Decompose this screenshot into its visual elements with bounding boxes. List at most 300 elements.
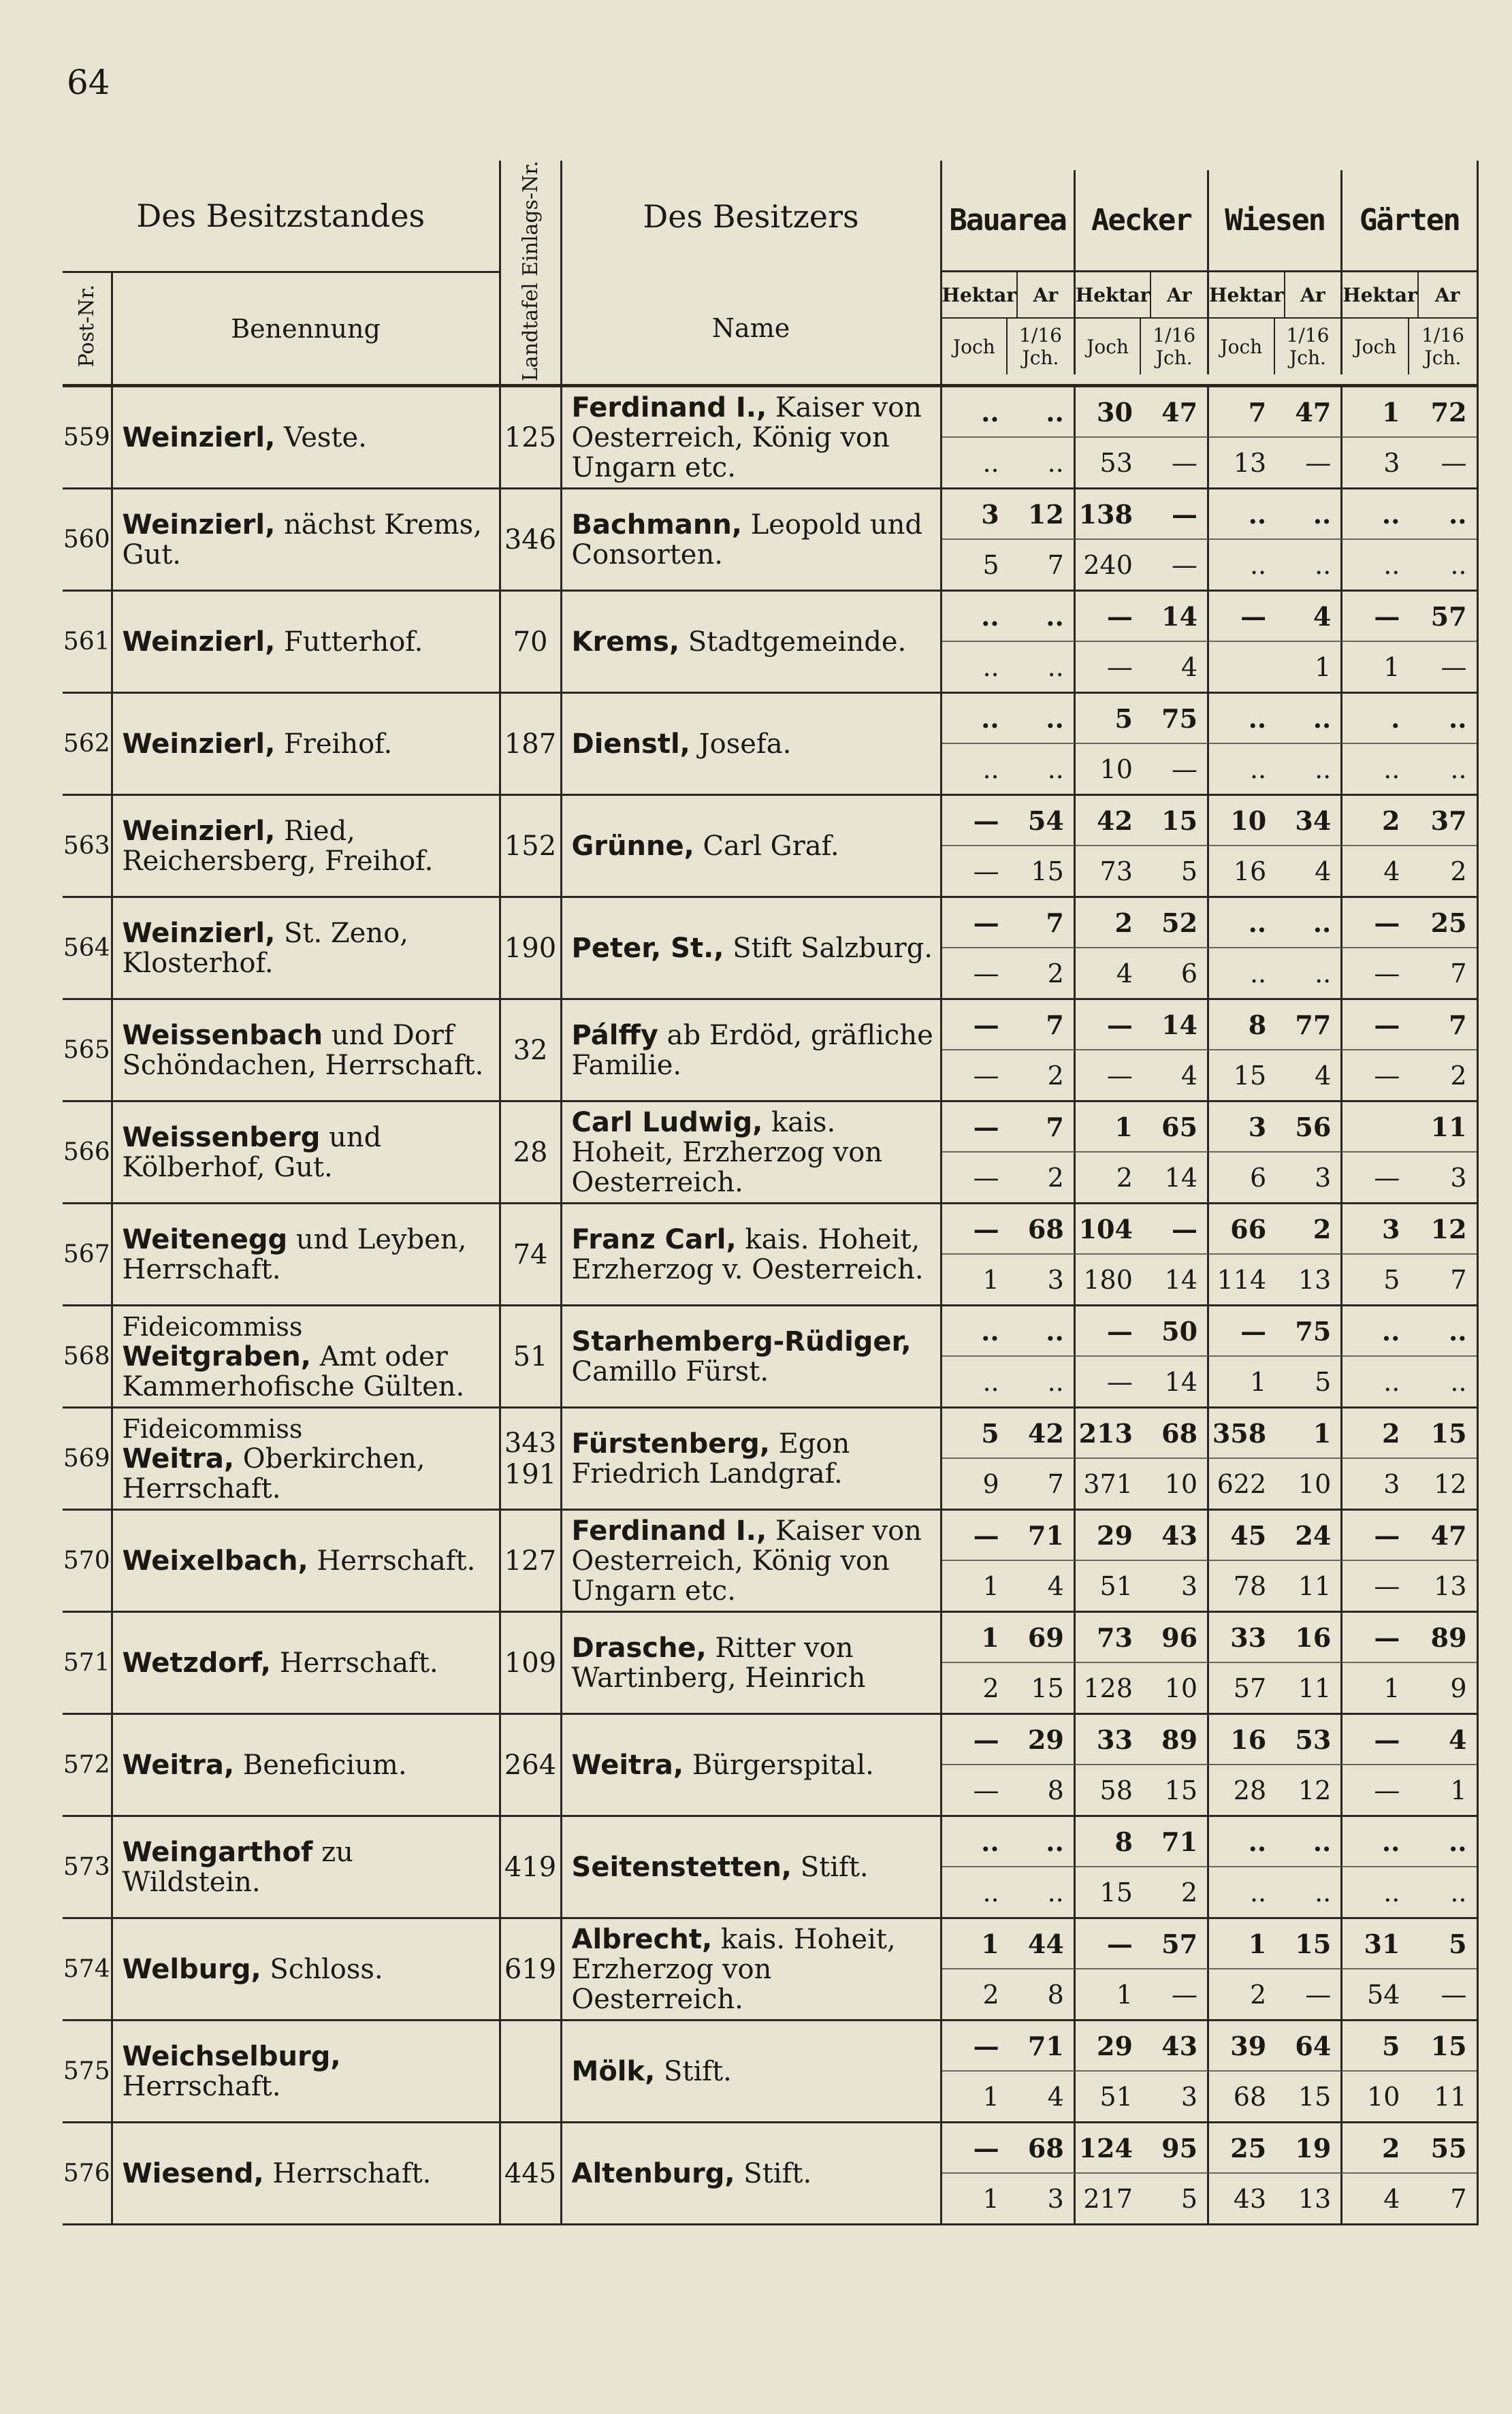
name-bold: Weinzierl, [122,815,276,847]
value-joch: 13 [1276,1255,1342,1304]
owner-rest: Carl Graf. [703,830,839,862]
benennung-cell [112,2123,500,2225]
value-joch: 54 [1367,1980,1400,2010]
value-joch: 4 [1142,642,1209,692]
value-hektar-ar: — [1342,1715,1409,1765]
value-joch: 4 [1276,1050,1342,1100]
name-bold: Weinzierl, [122,626,276,658]
besitzer-cell [561,897,941,999]
value-hektar-ar: .. [1209,1817,1276,1867]
value-hektar-ar: 16 [1276,1613,1342,1663]
value-hektar-ar: 33 [1076,1715,1142,1765]
value-hektar-ar: 95 [1142,2123,1209,2174]
value-joch: .. [982,652,999,683]
value-hektar-ar: 1 [1276,1409,1342,1459]
owner-bold: Weitra, [571,1749,684,1781]
name-rest: Futterhof. [283,626,423,658]
name-header: Name [561,272,941,386]
value-joch: .. [1450,1367,1467,1398]
besitzer-cell [561,386,941,489]
area-values [941,999,1477,1101]
value-hektar-ar: .. [942,387,1009,438]
value-joch: 58 [1099,1775,1133,1806]
post-nr: 562 [63,693,112,795]
value-joch: 2 [1116,1163,1133,1193]
value-joch: — [1374,1061,1400,1091]
value-joch: 68 [1233,2082,1267,2112]
value-joch: 53 [1099,448,1133,479]
name-bold: Weinzierl, [122,728,276,760]
value-joch: 5 [1383,1265,1400,1295]
table-row [63,1204,1477,1306]
table-row [63,1101,1477,1204]
owner-bold: Altenburg, [571,2157,735,2189]
besitzer-cell [561,489,941,591]
value-hektar-ar: 77 [1276,1000,1342,1050]
benennung-cell [112,1816,500,1918]
name-rest: Herrschaft. [272,2157,432,2189]
value-joch: .. [1450,754,1467,785]
value-hektar-ar: 15 [1276,1919,1342,1969]
value-hektar-ar: 65 [1142,1102,1209,1153]
value-joch: 3 [1383,448,1400,479]
besitzer-cell [561,1510,941,1612]
value-joch: .. [1383,550,1400,581]
value-hektar-ar: 68 [1009,1204,1076,1255]
value-joch: 15 [1276,2072,1342,2121]
table-row [63,1306,1477,1408]
value-joch: — [1374,959,1400,989]
value-joch: 5 [1276,1357,1342,1406]
benennung-cell [112,693,500,795]
name-rest: Ried, Reichersberg, Freihof. [122,815,434,877]
value-joch: 1 [1383,652,1400,683]
besitzer-cell [561,693,941,795]
value-hektar-ar: 54 [1009,796,1076,846]
value-joch: — [973,1163,999,1193]
value-joch: 7 [1450,1265,1467,1295]
value-hektar-ar: 47 [1142,387,1209,438]
value-hektar-ar: 5 [942,1409,1009,1459]
table-row [63,1612,1477,1714]
name-rest: und Kölberhof, Gut. [122,1121,382,1183]
owner-bold: Grünne, [571,830,694,862]
name-bold: Weixelbach, [122,1545,308,1577]
benennung-cell [112,591,500,693]
value-joch: 1 [982,1265,999,1295]
value-joch: — [1142,438,1209,487]
landtafel-nr: 109 [500,1612,561,1714]
name-prefix: Fideicommiss [122,1413,303,1444]
value-joch: 1 [1450,1775,1467,1806]
benennung-cell [112,386,500,489]
value-joch: .. [1383,1878,1400,1908]
table-row [63,1918,1477,2021]
post-nr: 573 [63,1816,112,1918]
name-rest: und Leyben, Herrschaft. [122,1223,467,1285]
value-hektar-ar: 104 [1076,1204,1142,1255]
value-hektar-ar: 14 [1142,1000,1209,1050]
value-joch: 14 [1142,1153,1209,1202]
value-hektar-ar: .. [1009,694,1076,744]
owner-rest: Stift. [664,2055,732,2087]
owner-bold: Franz Carl, [571,1223,737,1255]
landtafel-nr: 264 [500,1714,561,1816]
besitzer-cell [561,1204,941,1306]
besitzer-cell [561,1408,941,1510]
bauarea-header: Bauarea [942,170,1074,272]
value-hektar-ar: 50 [1142,1306,1209,1357]
value-hektar-ar: — [1209,1306,1276,1357]
value-hektar-ar: 39 [1209,2021,1276,2072]
name-bold: Weitra, [122,1443,235,1475]
value-hektar-ar: .. [1276,489,1342,540]
value-joch: .. [1450,1878,1467,1908]
area-values [941,1204,1477,1306]
page-number: 64 [67,63,110,102]
owner-bold: Pálffy [571,1019,658,1051]
value-hektar-ar: 213 [1076,1409,1142,1459]
area-values [941,1816,1477,1918]
area-values [941,1612,1477,1714]
value-hektar-ar: 19 [1276,2123,1342,2174]
owner-rest: Camillo Fürst. [571,1355,769,1387]
value-joch: — [1142,1969,1209,2019]
besitzer-cell [561,591,941,693]
besitzer-header: Des Besitzers [561,161,941,272]
value-joch: 12 [1276,1765,1342,1815]
value-hektar-ar: — [942,796,1009,846]
value-joch: .. [1383,1367,1400,1398]
area-values [941,1714,1477,1816]
value-hektar-ar: 1 [1342,387,1409,438]
value-hektar-ar: 1 [942,1613,1009,1663]
owner-rest: Stift. [743,2157,812,2189]
value-joch: 240 [1083,550,1133,581]
besitzer-cell [561,1714,941,1816]
value-hektar-ar: — [1342,1511,1409,1561]
name-rest: Veste. [283,421,367,453]
area-values [941,1510,1477,1612]
post-nr: 571 [63,1612,112,1714]
value-joch: 371 [1083,1469,1133,1500]
post-nr: 567 [63,1204,112,1306]
value-hektar-ar: 69 [1009,1613,1076,1663]
value-joch: 2 [1009,1153,1076,1202]
value-hektar-ar: — [942,1715,1009,1765]
value-joch: 7 [1450,2184,1467,2215]
owner-rest: Stadtgemeinde. [688,626,907,658]
value-hektar-ar: 358 [1209,1409,1276,1459]
value-joch: 114 [1217,1265,1267,1295]
name-rest: Herrschaft. [279,1647,438,1679]
owner-bold: Ferdinand I., [571,391,767,423]
name-rest: zu Wildstein. [122,1836,353,1898]
owner-bold: Seitenstetten, [571,1851,792,1883]
value-hektar-ar: — [1209,592,1276,642]
name-prefix: Fideicommiss [122,1311,303,1342]
besitzstand-header: Des Besitzstandes [63,161,500,272]
value-hektar-ar: .. [1009,592,1076,642]
post-nr: 561 [63,591,112,693]
table-row [63,489,1477,591]
value-joch: 78 [1233,1571,1267,1602]
area-values [941,386,1477,489]
table-row [63,1510,1477,1612]
owner-bold: Carl Ludwig, [571,1106,763,1138]
value-joch: 9 [1450,1673,1467,1704]
post-nr: 572 [63,1714,112,1816]
area-values [941,1101,1477,1204]
landtafel-header: Landtafel Einlags-Nr. [500,161,561,386]
value-hektar-ar: 1 [1076,1102,1142,1153]
value-joch: — [1142,540,1209,590]
value-joch: 2 [982,1673,999,1704]
value-joch: .. [1249,754,1267,785]
name-bold: Weitenegg [122,1223,288,1255]
value-hektar-ar: 34 [1276,796,1342,846]
value-hektar-ar: 47 [1276,387,1342,438]
value-hektar-ar: 42 [1076,796,1142,846]
name-bold: Weinzierl, [122,509,276,541]
value-joch: 11 [1434,2082,1467,2112]
value-hektar-ar: 7 [1209,387,1276,438]
area-values [941,2123,1477,2225]
value-joch: .. [1009,642,1076,692]
value-hektar-ar: 7 [1409,1000,1476,1050]
value-joch: 4 [1116,959,1133,989]
value-joch: 180 [1083,1265,1133,1295]
value-hektar-ar: — [942,1204,1009,1255]
value-joch: 2 [982,1980,999,2010]
table-row [63,591,1477,693]
value-joch: .. [1276,1867,1342,1917]
value-joch: — [1106,1367,1133,1398]
name-rest: und Dorf Schöndachen, Herrschaft. [122,1019,484,1081]
value-hektar-ar: 2 [1342,2123,1409,2174]
value-hektar-ar: 42 [1009,1409,1076,1459]
value-hektar-ar: 2 [1342,796,1409,846]
value-joch: 10 [1367,2082,1400,2112]
landtafel-nr: 346 [500,489,561,591]
landtafel-nr: 70 [500,591,561,693]
landtafel-nr: 125 [500,386,561,489]
value-joch: 7 [1009,1459,1076,1509]
landtafel-nr: 445 [500,2123,561,2225]
value-hektar-ar: — [1342,898,1409,948]
owner-rest: kais. Hoheit, Erzherzog von Oesterreich. [571,1106,883,1198]
value-joch: 15 [1233,1061,1267,1091]
value-joch: 622 [1217,1469,1267,1500]
value-hektar-ar: — [942,1511,1009,1561]
value-joch: 73 [1099,856,1133,887]
value-joch: 1 [1276,642,1342,692]
besitzer-cell [561,1306,941,1408]
value-hektar-ar: 5 [1409,1919,1476,1969]
name-rest: Schloss. [270,1953,383,1985]
value-hektar-ar: 2 [1276,1204,1342,1255]
post-nr: 565 [63,999,112,1101]
value-joch: 4 [1383,856,1400,887]
name-bold: Weichselburg, [122,2040,341,2072]
value-joch: 2 [1009,948,1076,998]
value-hektar-ar: 73 [1076,1613,1142,1663]
table-row [63,795,1477,897]
post-nr: 563 [63,795,112,897]
value-joch: 57 [1233,1673,1267,1704]
value-joch: .. [1276,540,1342,590]
value-joch: 3 [1142,1561,1209,1611]
benennung-cell [112,1714,500,1816]
value-joch: .. [1450,550,1467,581]
benennung-cell [112,1204,500,1306]
value-joch: 5 [982,550,999,581]
value-hektar-ar: 43 [1142,2021,1209,2072]
owner-rest: Egon Friedrich Landgraf. [571,1428,850,1490]
value-hektar-ar: 64 [1276,2021,1342,2072]
area-header: Bauarea Hektar Ar Joch 1/16 Jch. Aecker Hektar Ar Joch 1/16 Jch. Wiesen Hektar Ar Joch 1/16 Jch. Gärten Hektar Ar Joch 1/16 Jch. [941,161,1477,386]
post-nr: 570 [63,1510,112,1612]
value-hektar-ar: 1 [942,1919,1009,1969]
value-hektar-ar: 7 [1009,898,1076,948]
benennung-cell [112,1510,500,1612]
value-joch: 5 [1142,846,1209,896]
benennung-cell [112,795,500,897]
value-joch: 11 [1276,1663,1342,1713]
besitzer-cell [561,1918,941,2021]
value-joch: 7 [1009,540,1076,590]
value-joch: 3 [1450,1163,1467,1193]
value-joch: .. [982,1367,999,1398]
owner-rest: Kaiser von Oesterreich, König von Ungarn etc. [571,391,922,483]
value-joch: 4 [1009,2072,1076,2121]
value-joch: 16 [1233,856,1267,887]
value-hektar-ar: .. [1276,1817,1342,1867]
post-nr: 560 [63,489,112,591]
table-row [63,693,1477,795]
value-hektar-ar: 1 [1209,1919,1276,1969]
value-joch: 4 [1142,1050,1209,1100]
besitzer-cell [561,1816,941,1918]
value-hektar-ar: — [1342,1613,1409,1663]
value-joch: .. [982,754,999,785]
value-joch: 8 [1009,1765,1076,1815]
owner-bold: Drasche, [571,1632,707,1664]
value-joch: 4 [1009,1561,1076,1611]
value-hektar-ar: 33 [1209,1613,1276,1663]
value-joch: — [973,959,999,989]
owner-bold: Fürstenberg, [571,1428,770,1460]
land-register-table [63,161,1477,2247]
owner-bold: Peter, St., [571,932,724,964]
value-hektar-ar: 37 [1409,796,1476,846]
besitzer-cell [561,999,941,1101]
value-joch: — [973,1775,999,1806]
value-joch: 51 [1099,2082,1133,2112]
value-hektar-ar: 47 [1409,1511,1476,1561]
owner-bold: Dienstl, [571,728,690,760]
value-hektar-ar: 71 [1009,2021,1076,2072]
name-bold: Welburg, [122,1953,261,1985]
value-hektar-ar: 3 [942,489,1009,540]
value-joch: .. [1009,1867,1076,1917]
value-joch [1209,642,1276,692]
besitzer-cell [561,2021,941,2123]
value-hektar-ar: — [942,2123,1009,2174]
value-joch: 1 [982,2184,999,2215]
owner-bold: Mölk, [571,2055,656,2087]
value-joch: 10 [1099,754,1133,785]
owner-rest: Stift Salzburg. [733,932,933,964]
benennung-cell [112,1101,500,1204]
table-row [63,2123,1477,2225]
area-values [941,693,1477,795]
value-hektar-ar: 3 [1342,1204,1409,1255]
value-hektar-ar: — [1076,1000,1142,1050]
value-hektar-ar: 10 [1209,796,1276,846]
besitzer-cell [561,1101,941,1204]
value-hektar-ar: 29 [1076,2021,1142,2072]
benennung-cell [112,489,500,591]
value-hektar-ar: 8 [1076,1817,1142,1867]
value-hektar-ar: 68 [1142,1409,1209,1459]
value-joch: 14 [1142,1357,1209,1406]
value-hektar-ar: 52 [1142,898,1209,948]
value-hektar-ar: 7 [1009,1102,1076,1153]
value-joch: 14 [1142,1255,1209,1304]
owner-bold: Albrecht, [571,1923,713,1955]
landtafel-nr: 190 [500,897,561,999]
area-values [941,1918,1477,2021]
value-joch: 10 [1276,1459,1342,1509]
value-hektar-ar: 53 [1276,1715,1342,1765]
value-joch: 12 [1434,1469,1467,1500]
landtafel-nr: 419 [500,1816,561,1918]
table-row [63,1816,1477,1918]
value-hektar-ar: 11 [1409,1102,1476,1153]
table-row [63,897,1477,999]
owner-rest: kais. Hoheit, Erzherzog von Oesterreich. [571,1923,896,2015]
value-hektar-ar: .. [1342,1306,1409,1357]
value-hektar-ar: .. [1409,1306,1476,1357]
post-nr: 568 [63,1306,112,1408]
owner-bold: Bachmann, [571,509,743,541]
benennung-cell [112,1408,500,1510]
value-hektar-ar: 55 [1409,2123,1476,2174]
value-joch: .. [1009,744,1076,794]
value-hektar-ar: — [942,1000,1009,1050]
value-hektar-ar: — [1142,1204,1209,1255]
landtafel-nr: 343 191 [500,1408,561,1510]
value-joch: 15 [1009,846,1076,896]
value-joch: 10 [1142,1663,1209,1713]
owner-rest: Ritter von Wartinberg, Heinrich [571,1632,866,1694]
landtafel-nr: 127 [500,1510,561,1612]
value-joch: — [1142,744,1209,794]
value-joch: 1 [982,1571,999,1602]
value-hektar-ar: 57 [1142,1919,1209,1969]
value-joch: — [1106,1061,1133,1091]
value-joch: 13 [1276,2174,1342,2223]
value-joch: — [1374,1163,1400,1193]
value-joch: .. [1249,1878,1267,1908]
value-joch: — [1374,1571,1400,1602]
value-hektar-ar: .. [1276,898,1342,948]
value-joch: 2 [1249,1980,1267,2010]
landtafel-nr: 51 [500,1306,561,1408]
benennung-cell [112,1918,500,2021]
name-rest: St. Zeno, Klosterhof. [122,917,408,979]
